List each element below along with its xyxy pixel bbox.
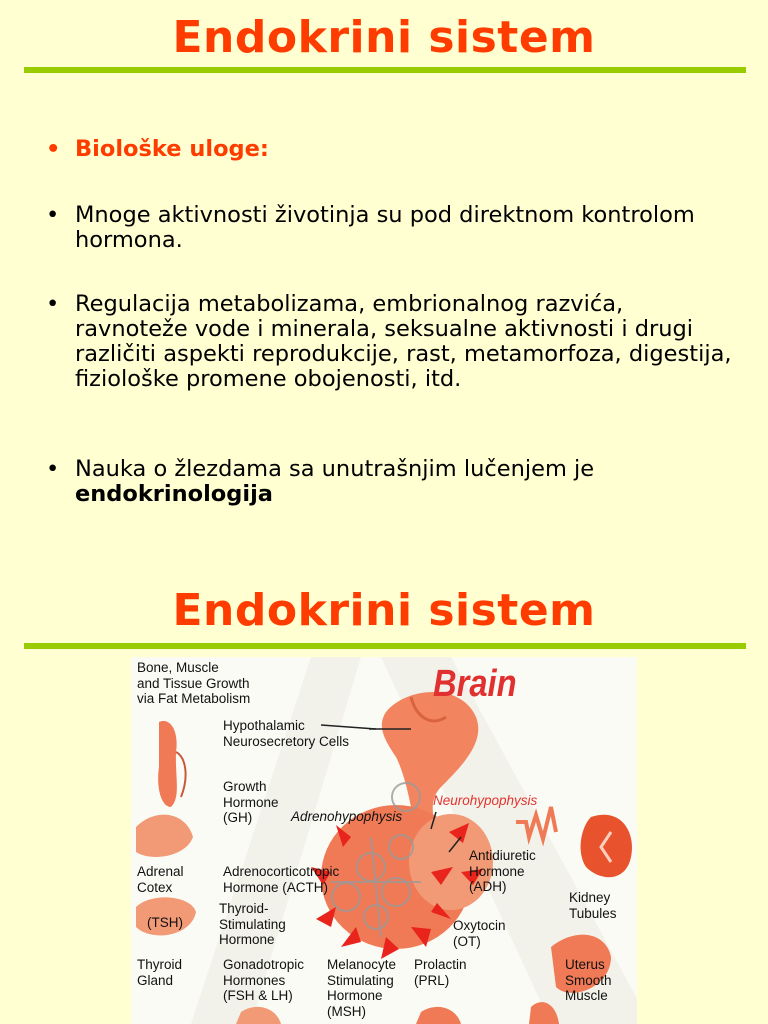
label-uterus: Uterus Smooth Muscle [565, 957, 612, 1003]
label-bone: Bone, Muscle and Tissue Growth via Fat Metabolism [137, 660, 251, 706]
label-ot: Oxytocin (OT) [453, 918, 506, 949]
label-growth: Growth Hormone (GH) [223, 779, 279, 825]
slide1-title: Endokrini sistem [172, 12, 596, 63]
bullet-text: Mnoge aktivnosti životinja su pod direktnom kontrolom hormona. [75, 202, 695, 253]
label-neurohypophysis: Neurohypophysis [433, 793, 538, 808]
bullet-dot: • [46, 136, 61, 162]
bullet-text: Regulacija metabolizama, embrionalnog razvića, ravnoteže vode i minerala, seksualne aktivnosti i drugi različiti aspekti reprodukcije, rast, metamorfoza, digestija, fiziološke promene obojenosti, itd. [75, 291, 732, 392]
label-thyroid: Thyroid Gland [137, 957, 183, 988]
label-gonado: Gonadotropic Hormones (FSH & LH) [223, 957, 305, 1003]
bullet-text-bold: endokrinologija [75, 481, 273, 507]
label-msh: Melanocyte Stimulating Hormone (MSH) [327, 957, 397, 1019]
label-hypothalamic: Hypothalamic Neurosecretory Cells [223, 718, 350, 749]
bullet-text: Biološke uloge: [75, 136, 269, 162]
bullet-text [75, 457, 735, 507]
bullet-dot: • [46, 202, 60, 228]
slide2-title: Endokrini sistem [172, 585, 596, 636]
title-rule-2 [24, 643, 746, 649]
label-adh: Antidiuretic Hormone (ADH) [469, 848, 536, 894]
kidney-shape [581, 815, 632, 877]
label-prl: Prolactin (PRL) [414, 957, 467, 988]
adrenal-shape [136, 815, 193, 857]
label-acth: Adrenocorticotropic Hormone (ACTH) [223, 864, 340, 895]
brain-heading: Brain [433, 663, 517, 705]
bullet-text-plain: Nauka o žlezdama sa unutrašnjim lučenjem je [75, 456, 595, 482]
label-tsh-small: (TSH) [147, 915, 183, 930]
endocrine-figure [131, 657, 637, 1024]
label-adrenal: Adrenal Cotex [137, 864, 184, 895]
label-tsh: Thyroid- Stimulating Hormone [219, 901, 286, 947]
label-adenohypophysis: Adrenohypophysis [291, 809, 403, 824]
bullet-dot: • [46, 291, 60, 317]
label-kidney: Kidney Tubules [569, 890, 617, 921]
title-rule [24, 67, 746, 73]
bone-muscle-shape [158, 721, 177, 807]
bullet-dot: • [46, 456, 60, 482]
